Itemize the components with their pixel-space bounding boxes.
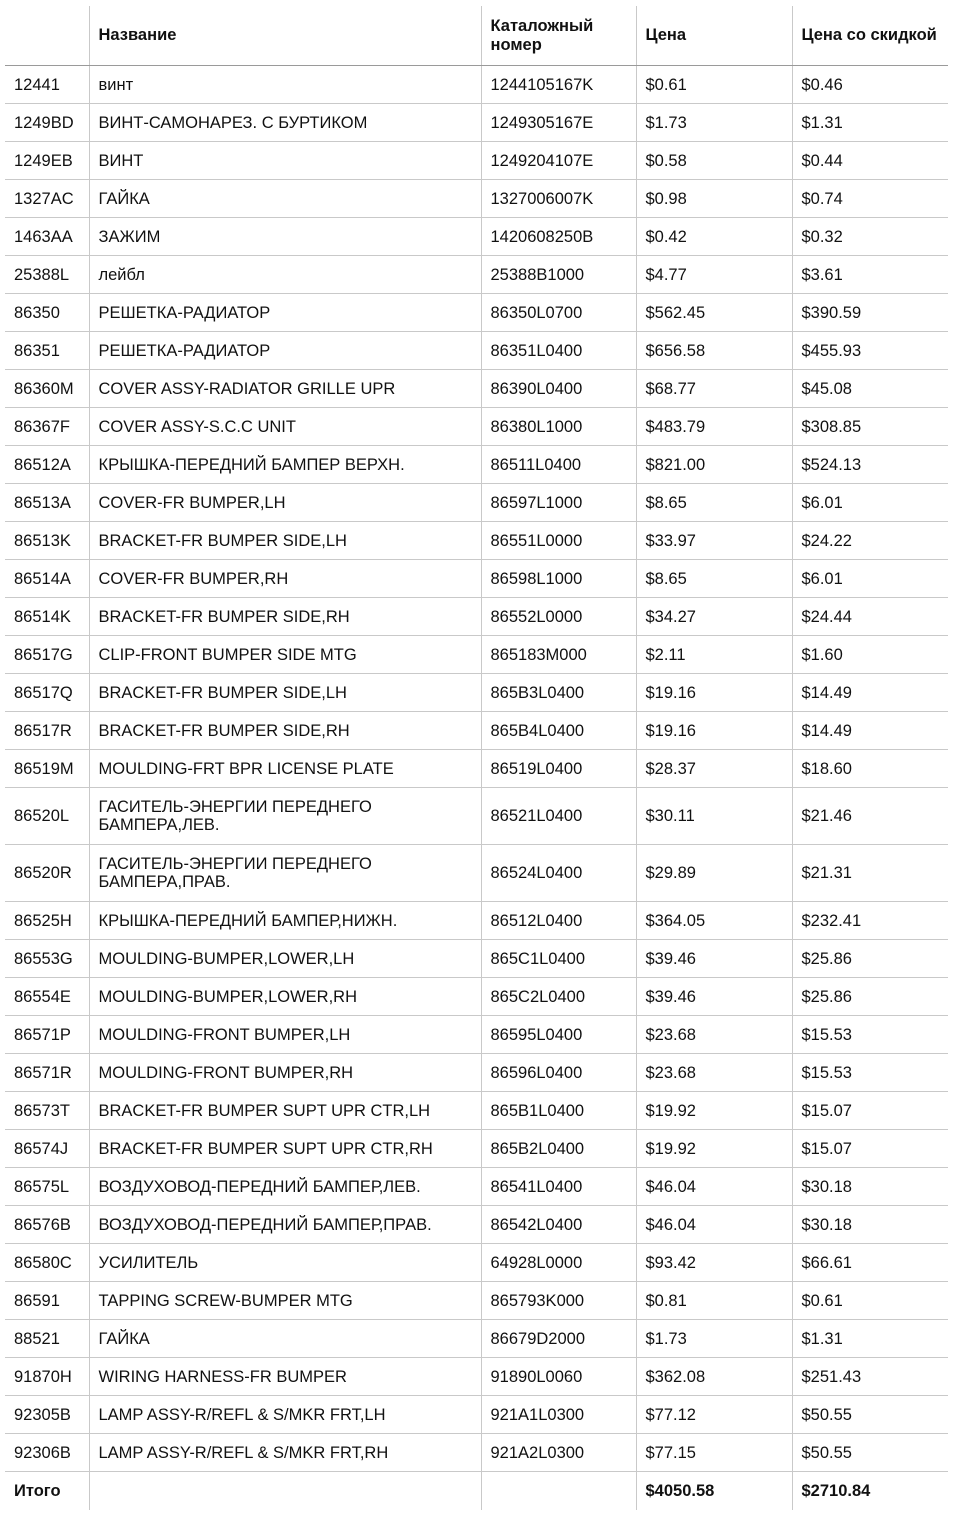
table-row [5,1168,948,1206]
cell-code: 86512A [5,446,89,484]
cell-code: 86517G [5,636,89,674]
cell-discount-price: $66.61 [792,1244,948,1282]
cell-catalog-number: 86350L0700 [481,294,636,332]
cell-price: $39.46 [636,940,792,978]
cell-discount-price: $251.43 [792,1358,948,1396]
cell-price: $0.58 [636,142,792,180]
cell-name: COVER ASSY-S.C.C UNIT [89,408,481,446]
cell-catalog-number: 865C1L0400 [481,940,636,978]
cell-price: $46.04 [636,1168,792,1206]
cell-discount-price: $45.08 [792,370,948,408]
cell-catalog-number: 86596L0400 [481,1054,636,1092]
cell-price: $19.16 [636,712,792,750]
cell-code: 12441 [5,66,89,104]
cell-catalog-number: 86524L0400 [481,845,636,902]
cell-code: 86573T [5,1092,89,1130]
cell-price: $19.92 [636,1130,792,1168]
table-row [5,1206,948,1244]
cell-discount-price: $50.55 [792,1434,948,1472]
cell-price: $362.08 [636,1358,792,1396]
cell-discount-price: $21.31 [792,845,948,902]
cell-catalog-number: 86511L0400 [481,446,636,484]
cell-name: РЕШЕТКА-РАДИАТОР [89,294,481,332]
cell-discount-price: $1.31 [792,104,948,142]
table-row [5,180,948,218]
cell-discount-price: $390.59 [792,294,948,332]
cell-price: $39.46 [636,978,792,1016]
cell-catalog-number: 25388B1000 [481,256,636,294]
total-empty-name [89,1472,481,1511]
cell-price: $28.37 [636,750,792,788]
cell-name: MOULDING-FRONT BUMPER,LH [89,1016,481,1054]
table-row [5,484,948,522]
cell-price: $0.98 [636,180,792,218]
cell-code: 86571R [5,1054,89,1092]
cell-name: LAMP ASSY-R/REFL & S/MKR FRT,LH [89,1396,481,1434]
cell-catalog-number: 921A1L0300 [481,1396,636,1434]
cell-price: $23.68 [636,1016,792,1054]
table-row [5,1396,948,1434]
cell-price: $821.00 [636,446,792,484]
table-row [5,560,948,598]
cell-code: 86554E [5,978,89,1016]
cell-price: $93.42 [636,1244,792,1282]
cell-name: WIRING HARNESS-FR BUMPER [89,1358,481,1396]
table-row [5,1092,948,1130]
cell-discount-price: $0.46 [792,66,948,104]
cell-name: ВИНТ [89,142,481,180]
cell-catalog-number: 86551L0000 [481,522,636,560]
cell-code: 86580C [5,1244,89,1282]
cell-code: 86553G [5,940,89,978]
cell-catalog-number: 86679D2000 [481,1320,636,1358]
table-row [5,788,948,845]
cell-code: 1249EB [5,142,89,180]
cell-code: 86514K [5,598,89,636]
cell-name: TAPPING SCREW-BUMPER MTG [89,1282,481,1320]
cell-discount-price: $308.85 [792,408,948,446]
cell-code: 86591 [5,1282,89,1320]
cell-price: $562.45 [636,294,792,332]
table-body [5,66,948,1472]
cell-name: CLIP-FRONT BUMPER SIDE MTG [89,636,481,674]
cell-price: $4.77 [636,256,792,294]
cell-catalog-number: 1420608250B [481,218,636,256]
cell-name: BRACKET-FR BUMPER SIDE,RH [89,712,481,750]
header-code [5,6,89,66]
cell-catalog-number: 86519L0400 [481,750,636,788]
cell-discount-price: $232.41 [792,902,948,940]
table-row [5,370,948,408]
header-catalog-number: Каталожный номер [481,6,636,66]
header-price: Цена [636,6,792,66]
cell-discount-price: $524.13 [792,446,948,484]
cell-discount-price: $0.74 [792,180,948,218]
table-row [5,66,948,104]
table-row [5,1244,948,1282]
table-row [5,142,948,180]
cell-catalog-number: 865B3L0400 [481,674,636,712]
header-name: Название [89,6,481,66]
cell-name: ВОЗДУХОВОД-ПЕРЕДНИЙ БАМПЕР,ЛЕВ. [89,1168,481,1206]
cell-name: COVER ASSY-RADIATOR GRILLE UPR [89,370,481,408]
cell-name: ГАСИТЕЛЬ-ЭНЕРГИИ ПЕРЕДНЕГО БАМПЕРА,ЛЕВ. [89,788,481,845]
cell-discount-price: $14.49 [792,712,948,750]
cell-catalog-number: 865C2L0400 [481,978,636,1016]
cell-discount-price: $24.44 [792,598,948,636]
cell-discount-price: $0.61 [792,1282,948,1320]
cell-code: 86574J [5,1130,89,1168]
cell-name: BRACKET-FR BUMPER SIDE,RH [89,598,481,636]
cell-price: $656.58 [636,332,792,370]
table-row [5,218,948,256]
cell-catalog-number: 86598L1000 [481,560,636,598]
table-row [5,522,948,560]
cell-name: РЕШЕТКА-РАДИАТОР [89,332,481,370]
cell-code: 86576B [5,1206,89,1244]
cell-code: 88521 [5,1320,89,1358]
table-row [5,294,948,332]
cell-code: 86520R [5,845,89,902]
cell-discount-price: $0.32 [792,218,948,256]
cell-price: $68.77 [636,370,792,408]
cell-catalog-number: 86552L0000 [481,598,636,636]
cell-code: 86571P [5,1016,89,1054]
cell-catalog-number: 1249204107E [481,142,636,180]
cell-catalog-number: 86380L1000 [481,408,636,446]
cell-name: УСИЛИТЕЛЬ [89,1244,481,1282]
cell-catalog-number: 865793K000 [481,1282,636,1320]
cell-code: 91870H [5,1358,89,1396]
cell-code: 86519M [5,750,89,788]
cell-code: 1463AA [5,218,89,256]
table-row [5,446,948,484]
cell-catalog-number: 86541L0400 [481,1168,636,1206]
cell-code: 1327AC [5,180,89,218]
cell-discount-price: $1.60 [792,636,948,674]
cell-code: 86525H [5,902,89,940]
table-row [5,1320,948,1358]
cell-catalog-number: 921A2L0300 [481,1434,636,1472]
cell-name: MOULDING-BUMPER,LOWER,RH [89,978,481,1016]
cell-catalog-number: 1327006007K [481,180,636,218]
cell-catalog-number: 865B2L0400 [481,1130,636,1168]
cell-price: $77.15 [636,1434,792,1472]
cell-code: 86367F [5,408,89,446]
cell-code: 86360M [5,370,89,408]
cell-name: ГАСИТЕЛЬ-ЭНЕРГИИ ПЕРЕДНЕГО БАМПЕРА,ПРАВ. [89,845,481,902]
cell-discount-price: $15.07 [792,1130,948,1168]
cell-discount-price: $21.46 [792,788,948,845]
cell-name: COVER-FR BUMPER,RH [89,560,481,598]
cell-code: 86513K [5,522,89,560]
cell-name: BRACKET-FR BUMPER SUPT UPR CTR,LH [89,1092,481,1130]
table-row [5,1130,948,1168]
cell-discount-price: $15.07 [792,1092,948,1130]
cell-price: $19.92 [636,1092,792,1130]
table-row [5,1282,948,1320]
header-row [5,6,948,66]
cell-discount-price: $18.60 [792,750,948,788]
cell-price: $8.65 [636,484,792,522]
table-row [5,1016,948,1054]
cell-catalog-number: 86595L0400 [481,1016,636,1054]
cell-price: $30.11 [636,788,792,845]
cell-code: 86514A [5,560,89,598]
cell-code: 1249BD [5,104,89,142]
cell-name: ВОЗДУХОВОД-ПЕРЕДНИЙ БАМПЕР,ПРАВ. [89,1206,481,1244]
cell-name: BRACKET-FR BUMPER SUPT UPR CTR,RH [89,1130,481,1168]
cell-discount-price: $3.61 [792,256,948,294]
cell-code: 86517Q [5,674,89,712]
table-row [5,408,948,446]
total-price: $4050.58 [636,1472,792,1511]
cell-price: $46.04 [636,1206,792,1244]
cell-name: ГАЙКА [89,180,481,218]
cell-discount-price: $6.01 [792,560,948,598]
cell-name: ГАЙКА [89,1320,481,1358]
cell-name: LAMP ASSY-R/REFL & S/MKR FRT,RH [89,1434,481,1472]
cell-discount-price: $15.53 [792,1054,948,1092]
parts-price-table [5,6,948,1510]
cell-name: COVER-FR BUMPER,LH [89,484,481,522]
table-row [5,104,948,142]
table-row [5,1054,948,1092]
cell-catalog-number: 1244105167K [481,66,636,104]
cell-code: 92305B [5,1396,89,1434]
cell-name: MOULDING-FRT BPR LICENSE PLATE [89,750,481,788]
cell-catalog-number: 86512L0400 [481,902,636,940]
cell-code: 86517R [5,712,89,750]
cell-discount-price: $30.18 [792,1168,948,1206]
cell-discount-price: $6.01 [792,484,948,522]
cell-discount-price: $14.49 [792,674,948,712]
cell-code: 25388L [5,256,89,294]
cell-name: винт [89,66,481,104]
cell-name: BRACKET-FR BUMPER SIDE,LH [89,674,481,712]
cell-price: $1.73 [636,104,792,142]
cell-discount-price: $25.86 [792,940,948,978]
cell-catalog-number: 86351L0400 [481,332,636,370]
cell-code: 86575L [5,1168,89,1206]
table-row [5,636,948,674]
cell-name: КРЫШКА-ПЕРЕДНИЙ БАМПЕР,НИЖН. [89,902,481,940]
table-row [5,750,948,788]
cell-name: BRACKET-FR BUMPER SIDE,LH [89,522,481,560]
cell-discount-price: $24.22 [792,522,948,560]
header-discount-price: Цена со скидкой [792,6,948,66]
table-row [5,1434,948,1472]
cell-price: $34.27 [636,598,792,636]
table-row [5,940,948,978]
cell-name: MOULDING-BUMPER,LOWER,LH [89,940,481,978]
cell-price: $0.81 [636,1282,792,1320]
cell-code: 86520L [5,788,89,845]
cell-price: $1.73 [636,1320,792,1358]
cell-price: $483.79 [636,408,792,446]
total-discount-price: $2710.84 [792,1472,948,1511]
cell-name: лейбл [89,256,481,294]
table-row [5,598,948,636]
cell-code: 92306B [5,1434,89,1472]
cell-catalog-number: 865183M000 [481,636,636,674]
table-row [5,978,948,1016]
cell-discount-price: $15.53 [792,1016,948,1054]
cell-price: $29.89 [636,845,792,902]
table-footer [5,1472,948,1511]
table-row [5,1358,948,1396]
table-row [5,845,948,902]
cell-name: ВИНТ-САМОНАРЕЗ. С БУРТИКОМ [89,104,481,142]
cell-discount-price: $50.55 [792,1396,948,1434]
cell-price: $19.16 [636,674,792,712]
cell-catalog-number: 86597L1000 [481,484,636,522]
total-empty-catalog [481,1472,636,1511]
cell-catalog-number: 865B1L0400 [481,1092,636,1130]
cell-catalog-number: 86521L0400 [481,788,636,845]
cell-catalog-number: 64928L0000 [481,1244,636,1282]
cell-price: $23.68 [636,1054,792,1092]
cell-name: MOULDING-FRONT BUMPER,RH [89,1054,481,1092]
cell-catalog-number: 865B4L0400 [481,712,636,750]
cell-discount-price: $30.18 [792,1206,948,1244]
cell-discount-price: $455.93 [792,332,948,370]
cell-discount-price: $1.31 [792,1320,948,1358]
table-header [5,6,948,66]
cell-price: $0.42 [636,218,792,256]
cell-discount-price: $0.44 [792,142,948,180]
table-row [5,674,948,712]
cell-code: 86350 [5,294,89,332]
table-row [5,712,948,750]
cell-name: ЗАЖИМ [89,218,481,256]
cell-catalog-number: 91890L0060 [481,1358,636,1396]
cell-price: $33.97 [636,522,792,560]
cell-catalog-number: 1249305167E [481,104,636,142]
cell-discount-price: $25.86 [792,978,948,1016]
cell-name: КРЫШКА-ПЕРЕДНИЙ БАМПЕР ВЕРХН. [89,446,481,484]
cell-code: 86351 [5,332,89,370]
table-row [5,332,948,370]
cell-code: 86513A [5,484,89,522]
cell-price: $2.11 [636,636,792,674]
total-label: Итого [5,1472,89,1511]
cell-price: $77.12 [636,1396,792,1434]
cell-price: $364.05 [636,902,792,940]
total-row [5,1472,948,1511]
table-row [5,256,948,294]
cell-catalog-number: 86542L0400 [481,1206,636,1244]
table-row [5,902,948,940]
cell-price: $8.65 [636,560,792,598]
cell-price: $0.61 [636,66,792,104]
cell-catalog-number: 86390L0400 [481,370,636,408]
